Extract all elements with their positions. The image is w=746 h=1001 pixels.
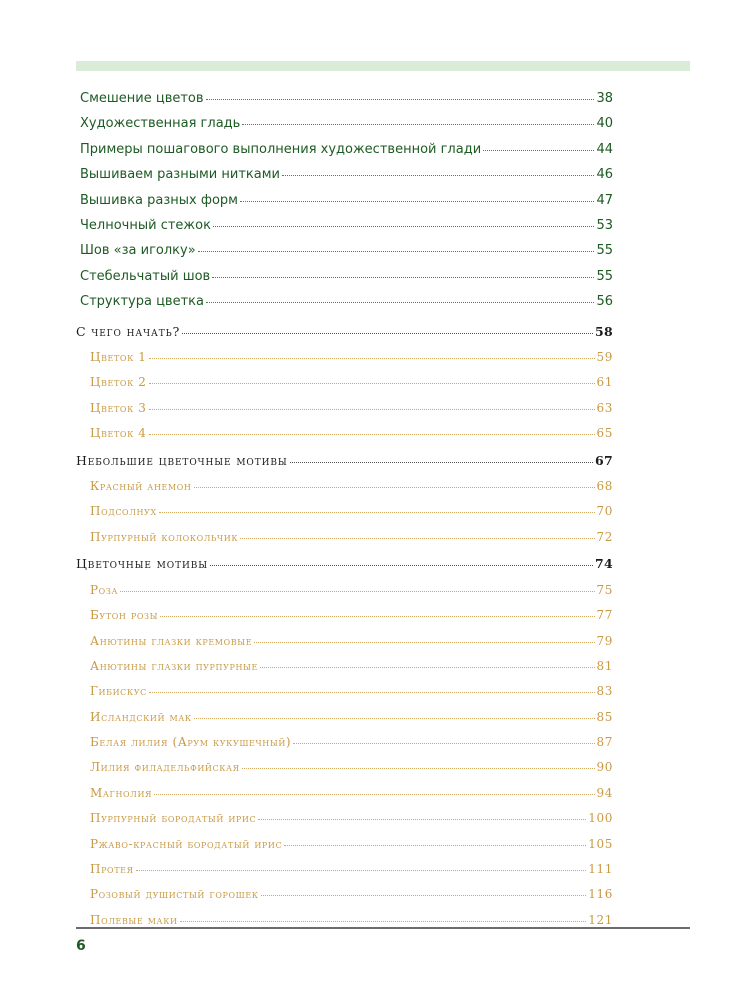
- toc-entry-page: 46: [596, 167, 613, 183]
- dot-leader: [261, 886, 587, 897]
- subentry-page: 90: [596, 760, 613, 775]
- toc-subentry[interactable]: [76, 474, 613, 499]
- dot-leader: [282, 165, 594, 176]
- toc-entry-page: 53: [596, 217, 613, 233]
- toc-entry-page: 56: [596, 294, 613, 310]
- subentry-page: 65: [596, 426, 613, 441]
- subentry-page: 72: [596, 529, 613, 544]
- subentry-title: Анютины глазки кремовые: [90, 633, 253, 648]
- toc-subentry[interactable]: [76, 629, 613, 654]
- top-decorative-bar: [76, 61, 690, 71]
- subentry-title: Ржаво-красный бородатый ирис: [90, 836, 283, 851]
- toc-entry-title: Вышиваем разными нитками: [80, 167, 280, 183]
- toc-entry[interactable]: [76, 238, 613, 263]
- toc-subentry[interactable]: [76, 421, 613, 446]
- section-page: 67: [595, 452, 613, 468]
- dot-leader: [210, 555, 593, 566]
- dot-leader: [160, 607, 594, 618]
- dot-leader: [149, 399, 595, 410]
- section-page: 58: [595, 323, 613, 339]
- dot-leader: [284, 835, 586, 846]
- subentry-page: 77: [596, 608, 613, 623]
- toc-subentry[interactable]: [76, 781, 613, 806]
- toc-subentry[interactable]: [76, 370, 613, 395]
- toc-entry-page: 44: [596, 141, 613, 157]
- subentry-page: 83: [596, 684, 613, 699]
- subentry-title: Цветок 4: [90, 426, 147, 441]
- dot-leader: [240, 528, 594, 539]
- dot-leader: [483, 139, 594, 150]
- subentry-page: 100: [588, 811, 613, 826]
- subentry-page: 121: [588, 912, 613, 927]
- dot-leader: [159, 503, 595, 514]
- subentry-title: Гибискус: [90, 684, 147, 699]
- dot-leader: [254, 632, 594, 643]
- subentry-page: 81: [596, 658, 613, 673]
- toc-subentry[interactable]: [76, 857, 613, 882]
- section-title: Небольшие цветочные мотивы: [76, 452, 288, 468]
- dot-leader: [149, 683, 595, 694]
- subentry-title: Подсолнух: [90, 504, 157, 519]
- dot-leader: [206, 292, 594, 303]
- table-of-contents: [76, 86, 613, 933]
- toc-subentry[interactable]: [76, 525, 613, 550]
- dot-leader: [182, 323, 593, 334]
- toc-entry-page: 40: [596, 116, 613, 132]
- subentry-title: Пурпурный бородатый ирис: [90, 811, 257, 826]
- toc-entry-title: Структура цветка: [80, 294, 204, 310]
- dot-leader: [149, 348, 595, 359]
- subentry-page: 75: [596, 582, 613, 597]
- toc-entry[interactable]: [76, 188, 613, 213]
- toc-entry-title: Челночный стежок: [80, 217, 211, 233]
- toc-entry-title: Смешение цветов: [80, 91, 204, 106]
- dot-leader: [240, 190, 594, 201]
- toc-entry[interactable]: [76, 137, 613, 162]
- subentry-title: Розовый душистый горошек: [90, 887, 259, 902]
- subentry-page: 105: [588, 836, 613, 851]
- dot-leader: [206, 89, 595, 100]
- toc-entry[interactable]: [76, 213, 613, 238]
- toc-entry-title: Шов «за иголку»: [80, 243, 196, 259]
- toc-entry-page: 38: [596, 91, 613, 106]
- subentry-title: Полевые маки: [90, 912, 178, 927]
- toc-subentry[interactable]: [76, 603, 613, 628]
- toc-subentry[interactable]: [76, 908, 613, 933]
- toc-subentry[interactable]: [76, 396, 613, 421]
- subentry-title: Лилия филадельфийская: [90, 760, 240, 775]
- toc-subentry[interactable]: [76, 705, 613, 730]
- dot-leader: [260, 657, 595, 668]
- section-title: С чего начать?: [76, 323, 181, 339]
- subentry-title: Исландский мак: [90, 709, 192, 724]
- toc-subentry[interactable]: [76, 832, 613, 857]
- subentry-page: 61: [596, 375, 613, 390]
- subentry-page: 68: [596, 479, 613, 494]
- dot-leader: [136, 860, 587, 871]
- footer-rule: [76, 927, 690, 929]
- dot-leader: [120, 581, 594, 592]
- subentry-page: 79: [596, 633, 613, 648]
- dot-leader: [213, 216, 595, 227]
- page-number: 6: [76, 938, 86, 954]
- toc-entry[interactable]: [76, 289, 613, 314]
- toc-entry-title: Художественная гладь: [80, 116, 241, 132]
- subentry-title: Белая лилия (Арум кукушечный): [90, 735, 292, 750]
- subentry-page: 85: [596, 709, 613, 724]
- toc-subentry[interactable]: [76, 755, 613, 780]
- dot-leader: [293, 734, 594, 745]
- toc-subentry[interactable]: [76, 499, 613, 524]
- dot-leader: [258, 810, 586, 821]
- toc-entry-page: 47: [596, 192, 613, 208]
- dot-leader: [290, 452, 593, 463]
- toc-entry-page: 55: [596, 268, 613, 284]
- toc-subentry[interactable]: [76, 806, 613, 831]
- subentry-page: 111: [588, 862, 613, 877]
- toc-entry[interactable]: [76, 264, 613, 289]
- subentry-page: 70: [596, 504, 613, 519]
- subentry-title: Цветок 2: [90, 375, 147, 390]
- subentry-page: 59: [596, 350, 613, 365]
- toc-entry[interactable]: [76, 111, 613, 136]
- toc-entry[interactable]: [76, 162, 613, 187]
- subentry-title: Анютины глазки пурпурные: [90, 658, 258, 673]
- toc-section-heading[interactable]: [76, 447, 613, 475]
- dot-leader: [242, 759, 595, 770]
- subentry-title: Магнолия: [90, 785, 153, 800]
- toc-entry-page: 55: [596, 243, 613, 259]
- dot-leader: [149, 374, 595, 385]
- subentry-page: 63: [596, 400, 613, 415]
- section-page: 74: [595, 556, 613, 572]
- section-title: Цветочные мотивы: [76, 556, 208, 572]
- subentry-title: Роза: [90, 582, 119, 597]
- subentry-title: Пурпурный колокольчик: [90, 529, 239, 544]
- toc-subentry[interactable]: [76, 882, 613, 907]
- subentry-page: 87: [596, 735, 613, 750]
- dot-leader: [149, 425, 595, 436]
- toc-entry[interactable]: [76, 86, 613, 111]
- toc-section-heading[interactable]: [76, 550, 613, 578]
- toc-subentry[interactable]: [76, 345, 613, 370]
- toc-subentry[interactable]: [76, 730, 613, 755]
- subentry-title: Протея: [90, 862, 134, 877]
- toc-section-heading[interactable]: [76, 318, 613, 346]
- toc-entry-title: Стебельчатый шов: [80, 268, 211, 284]
- subentry-title: Цветок 3: [90, 400, 147, 415]
- toc-entry-title: Примеры пошагового выполнения художественной глади: [80, 141, 482, 157]
- subentry-page: 116: [588, 887, 613, 902]
- toc-entry-title: Вышивка разных форм: [80, 192, 238, 208]
- toc-subentry[interactable]: [76, 654, 613, 679]
- dot-leader: [194, 708, 595, 719]
- subentry-title: Красный анемон: [90, 479, 192, 494]
- dot-leader: [198, 241, 595, 252]
- subentry-page: 94: [596, 785, 613, 800]
- dot-leader: [212, 266, 594, 277]
- toc-subentry[interactable]: [76, 679, 613, 704]
- dot-leader: [154, 784, 594, 795]
- subentry-title: Бутон розы: [90, 608, 159, 623]
- dot-leader: [242, 114, 594, 125]
- toc-subentry[interactable]: [76, 578, 613, 603]
- dot-leader: [194, 477, 595, 488]
- dot-leader: [180, 911, 587, 922]
- subentry-title: Цветок 1: [90, 350, 147, 365]
